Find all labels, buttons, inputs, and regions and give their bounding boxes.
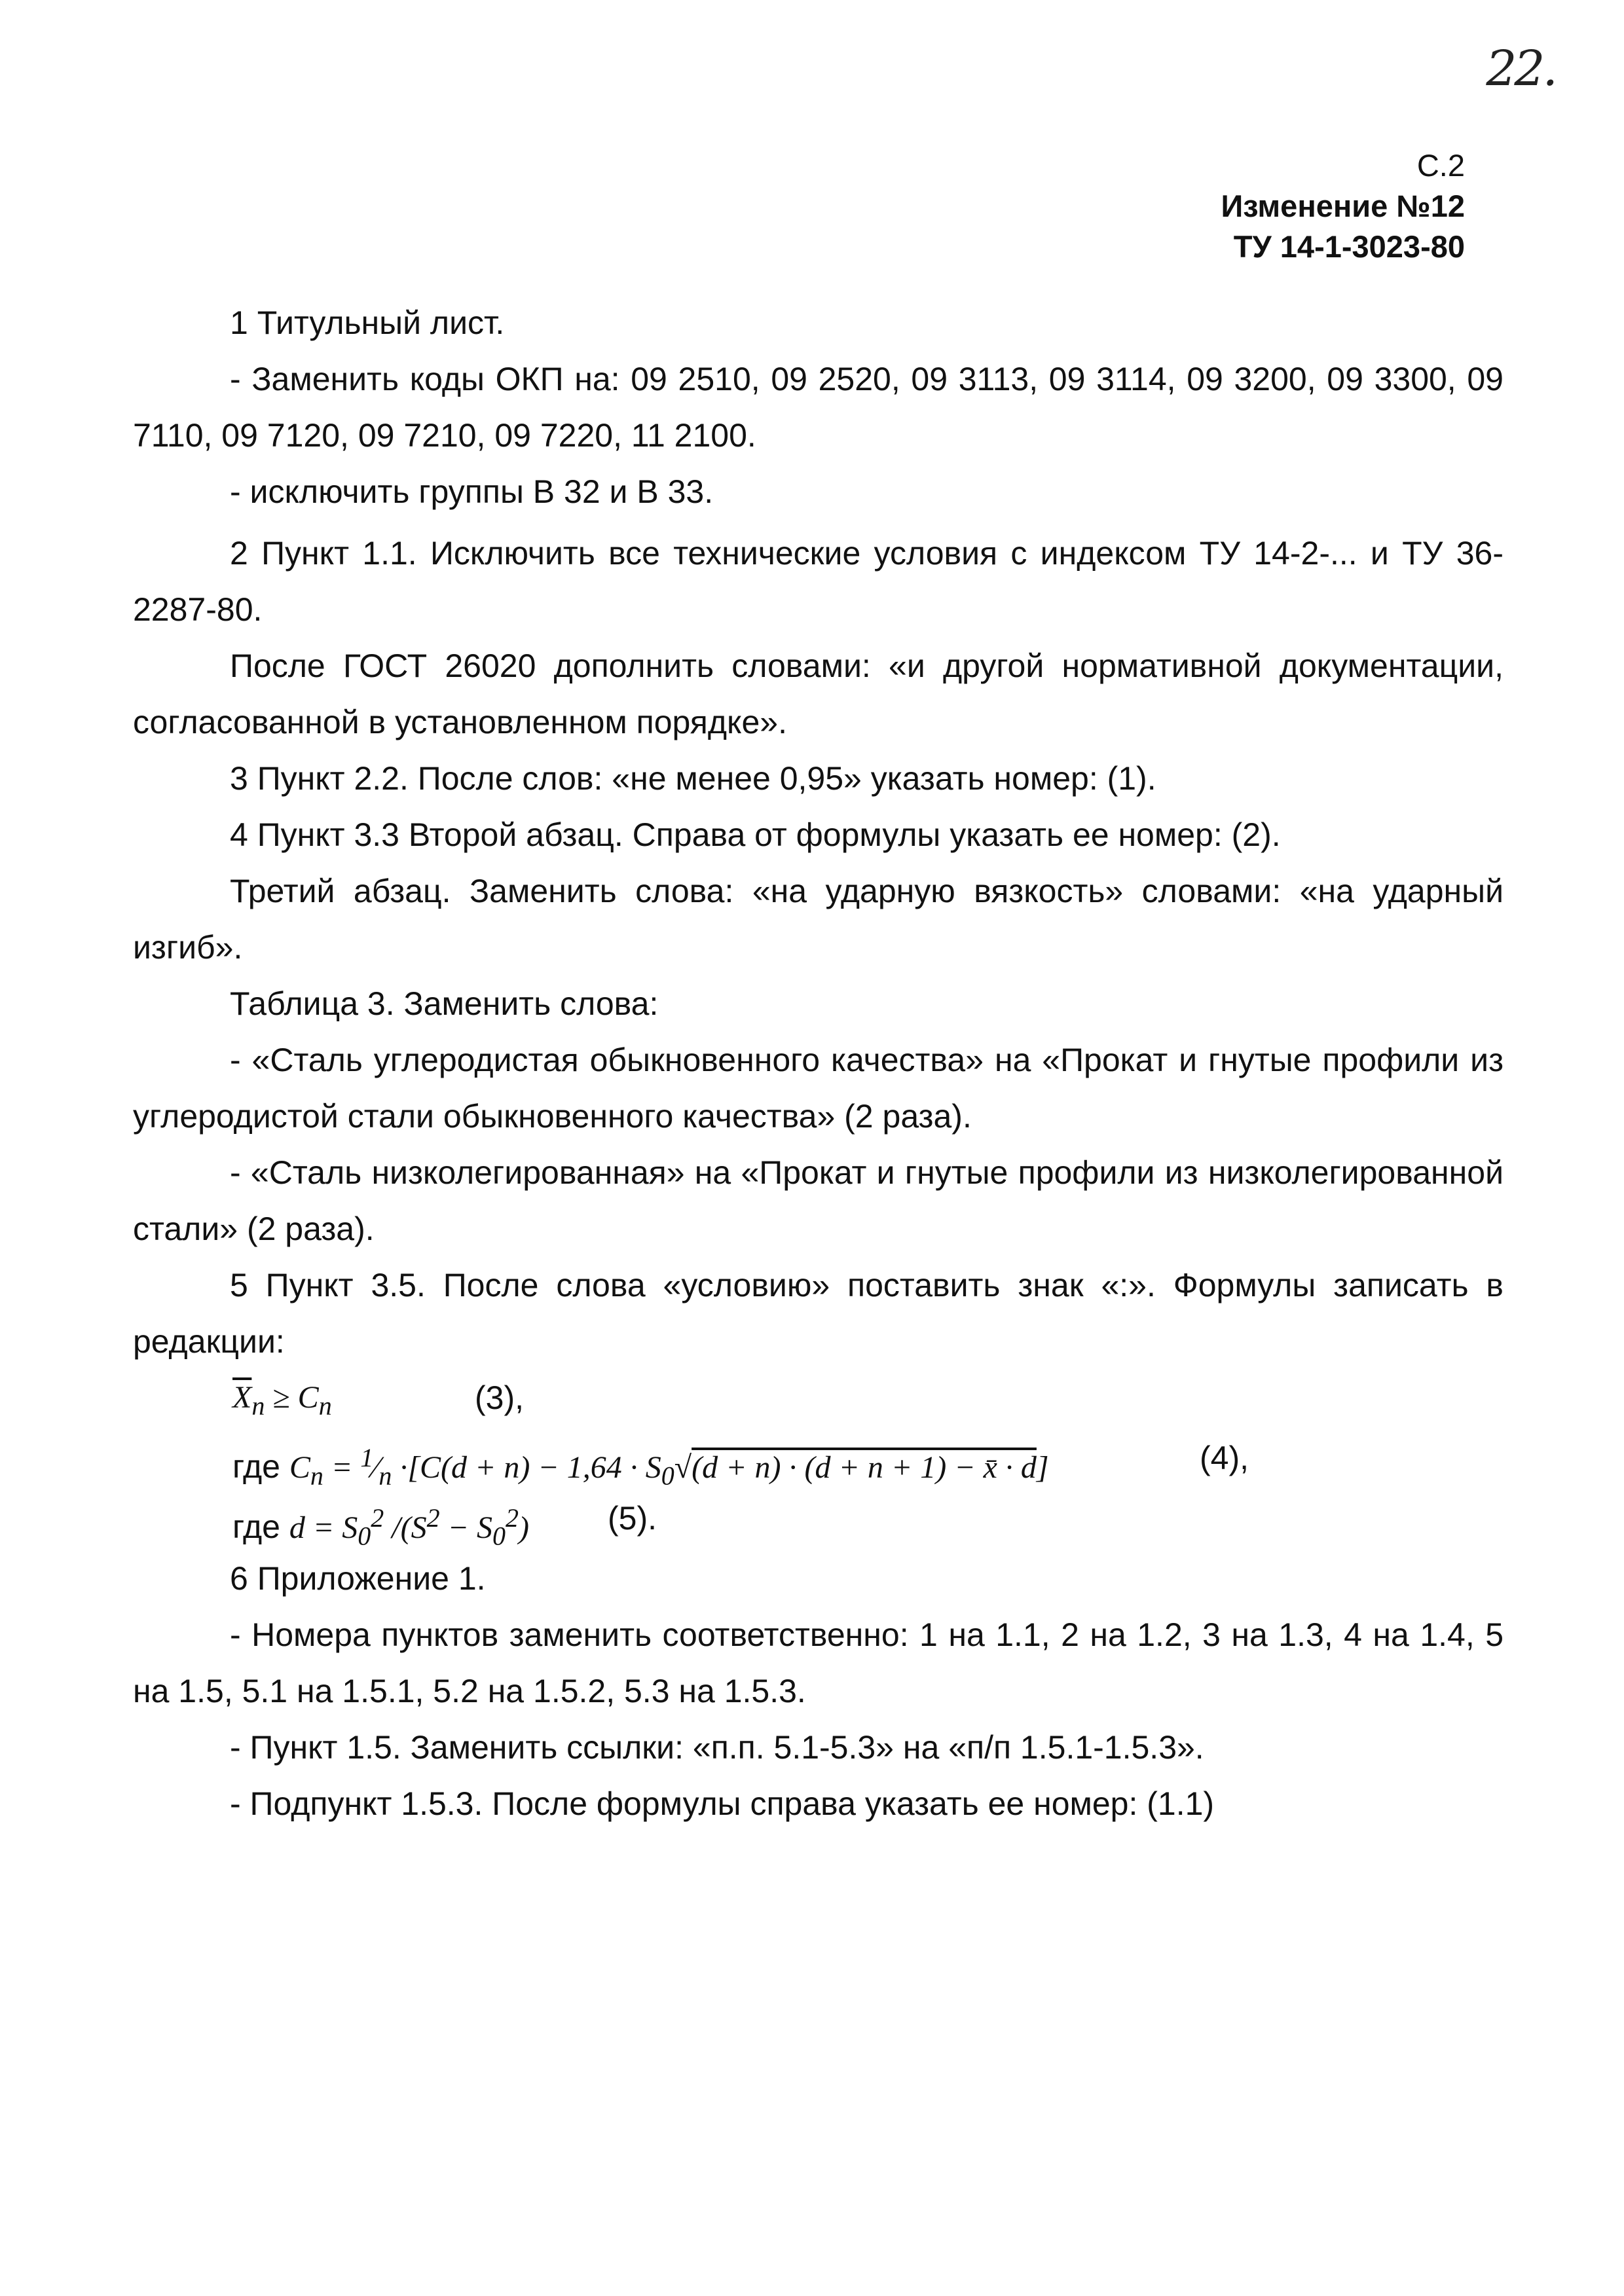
formula-5 bbox=[232, 1490, 529, 1565]
paragraph: - «Сталь углеродистая обыкновенного качества» на «Прокат и гнутые профили из углеродистой стали обыкновенного качества» (2 раза). bbox=[133, 1042, 1504, 1135]
paragraph: 1 Титульный лист. bbox=[230, 304, 505, 341]
formula-4-expression: $C_n$ = $^1⁄_n \cdot[C(d + n) - 1,64 \cdot S_0√(d + n) \cdot (d + n + 1)$ − x̄ · d] bbox=[289, 1443, 1049, 1491]
formula-5-number: (5). bbox=[608, 1500, 657, 1537]
formula-4-line bbox=[133, 1430, 1504, 1490]
formula-3-number: (3), bbox=[475, 1379, 524, 1416]
paragraph: Таблица 3. Заменить слова: bbox=[230, 985, 659, 1022]
formula-5-line bbox=[133, 1490, 1504, 1550]
paragraph: 5 Пункт 3.5. После слова «условию» поставить знак «:». Формулы записать в редакции: bbox=[133, 1267, 1504, 1360]
handwritten-page-number: 22. bbox=[1486, 41, 1555, 97]
paragraph: - исключить группы В 32 и В 33. bbox=[230, 473, 714, 510]
formula-5-prefix: где bbox=[232, 1508, 280, 1545]
paragraph: - Подпункт 1.5.3. После формулы справа указать ее номер: (1.1) bbox=[230, 1785, 1215, 1822]
formula-4-number: (4), bbox=[1200, 1440, 1249, 1476]
paragraph: - «Сталь низколегированная» на «Прокат и гнутые профили из низколегированной стали» (2 раза). bbox=[133, 1154, 1504, 1247]
spec-label: ТУ 14-1-3023-80 bbox=[1233, 229, 1465, 264]
paragraph: 4 Пункт 3.3 Второй абзац. Справа от формулы указать ее номер: (2). bbox=[230, 816, 1281, 853]
paragraph: Третий абзац. Заменить слова: «на ударную вязкость» словами: «на ударный изгиб». bbox=[133, 873, 1504, 966]
formula-5-expression: $d = S_0^2$ $/(S^2 - S_0^2)$ bbox=[289, 1503, 529, 1551]
paragraph: 6 Приложение 1. bbox=[230, 1560, 486, 1597]
formula-4-prefix: где bbox=[232, 1448, 280, 1485]
page-label: С.2 bbox=[1416, 148, 1465, 183]
paragraph: - Заменить коды ОКП на: 09 2510, 09 2520, 09 3113, 09 3114, 09 3200, 09 3300, 09 7110, 09 7120, 09 7210, 09 7220, 11 2100. bbox=[133, 361, 1504, 454]
paragraph: - Номера пунктов заменить соответственно: 1 на 1.1, 2 на 1.2, 3 на 1.3, 4 на 1.4, 5 на 1.5, 5.1 на 1.5.1, 5.2 на 1.5.2, 5.3 на 1.5.3. bbox=[133, 1616, 1504, 1709]
change-label: Изменение №12 bbox=[1221, 189, 1465, 223]
document-body bbox=[133, 295, 1504, 1832]
paragraph: 3 Пункт 2.2. После слов: «не менее 0,95» указать номер: (1). bbox=[230, 760, 1156, 797]
paragraph: После ГОСТ 26020 дополнить словами: «и другой нормативной документации, согласованной в установленном порядке». bbox=[133, 647, 1504, 740]
paragraph: - Пункт 1.5. Заменить ссылки: «п.п. 5.1-5.3» на «п/п 1.5.1-1.5.3». bbox=[230, 1729, 1204, 1766]
paragraph: 2 Пункт 1.1. Исключить все технические условия с индексом ТУ 14-2-... и ТУ 36-2287-80. bbox=[133, 535, 1504, 628]
document-header bbox=[941, 145, 1465, 267]
formula-3-line bbox=[133, 1370, 1504, 1430]
formula-3: $\overline{X}_n \ge C_n$ bbox=[232, 1380, 332, 1421]
